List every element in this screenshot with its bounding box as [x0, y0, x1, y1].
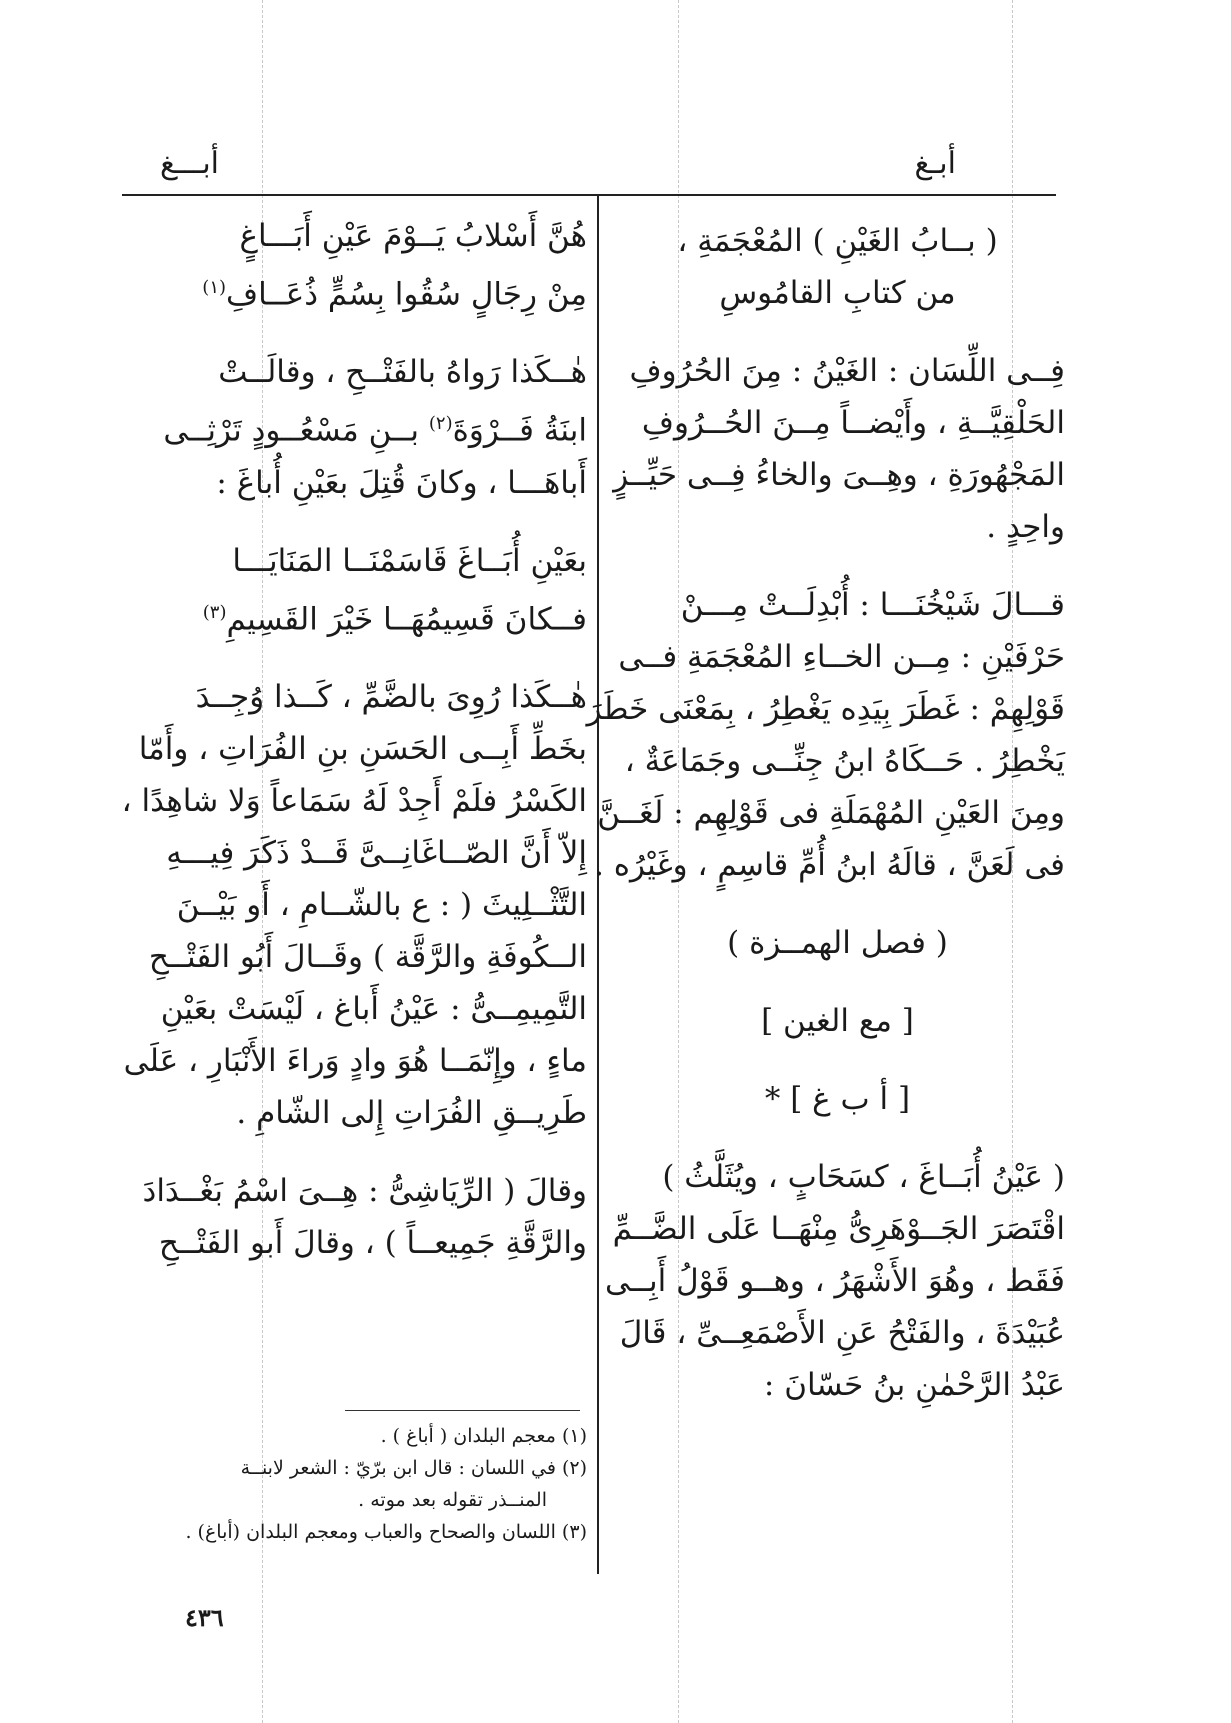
text-line — [610, 449, 1065, 501]
page-number: ٤٣٦ — [185, 1603, 224, 1632]
paragraph-gap — [122, 645, 587, 671]
paragraph-gap — [122, 320, 587, 346]
text-line — [610, 1151, 1065, 1203]
line-text: عَبْدُ الرَّحْمٰنِ بنُ حَسّانَ : — [763, 1367, 1065, 1403]
footnote-marker: (١) — [202, 277, 227, 298]
line-text: ( فصل الهمــزة ) — [727, 925, 948, 961]
text-line — [604, 1255, 1065, 1307]
line-text: التَّثْــلِيثَ ( : ع بالشّــامِ ، أَو بَيْــنَ — [176, 886, 587, 923]
text-line — [122, 535, 587, 587]
line-text: هُنَّ أَسْلابُ يَــوْمَ عَيْنِ أَبَـــاغٍ — [239, 218, 587, 254]
text-line — [122, 1035, 587, 1087]
text-line — [122, 723, 587, 775]
line-text: ابنَةُ فَــرْوَةَ — [452, 412, 587, 449]
text-line — [122, 587, 587, 645]
line-text: هٰــكَذا رُوِىَ بالضَّمِّ ، كَــذا وُجِــدَ — [195, 678, 587, 715]
running-header-right: أبـغ — [914, 146, 956, 181]
line-text: اقْتَصَرَ الجَــوْهَرِىُّ مِنْهَــا عَلَى الضَّــمِّ — [612, 1211, 1065, 1247]
paragraph-gap — [610, 891, 1065, 917]
paragraph-gap — [610, 969, 1065, 995]
line-text: قـــالَ شَيْخُنَـــا : أُبْدِلَــتْ مِـــنْ — [680, 587, 1065, 623]
paragraph-gap — [122, 509, 587, 535]
line-text: [ أ ب غ ] * — [764, 1081, 911, 1117]
paragraph-gap — [610, 1125, 1065, 1151]
text-line — [597, 787, 1065, 839]
line-text: [ مع الغين ] — [761, 1003, 914, 1039]
text-line — [610, 345, 1065, 397]
footnote-rule — [345, 1410, 580, 1411]
text-line — [122, 1087, 587, 1139]
text-line — [610, 397, 1065, 449]
text-line — [122, 983, 587, 1035]
line-text: مِنْ رِجَالٍ سُقُوا بِسُمٍّ ذُعَــافِ — [226, 276, 587, 313]
text-line — [122, 775, 587, 827]
line-text: ماءٍ ، وإِنّمَــا هُوَ وادٍ وَراءَ الأَنْبَارِ ، عَلَى — [123, 1042, 587, 1079]
line-text: من كتابِ القامُوسِ — [719, 275, 956, 311]
text-line — [610, 995, 1065, 1047]
line-text: عُبَيْدَةَ ، والفَتْحُ عَنِ الأَصْمَعِــىِّ ، قَالَ — [619, 1315, 1065, 1351]
running-header-left: أبـــغ — [160, 146, 220, 181]
right-column — [586, 215, 1065, 1411]
line-text: المَجْهُورَةِ ، وهِــىَ والخاءُ فِــى حَيِّــزٍ — [613, 457, 1065, 493]
line-text: أَباهَـــا ، وكانَ قُتِلَ بعَيْنِ أُباغَ : — [216, 464, 587, 501]
line-text: يَخْطِرُ . حَــكَاهُ ابنُ جِنِّــى وجَمَاعَةٌ ، — [624, 743, 1065, 779]
footnote-line: (١) معجم البلدان ( أباغ ) . — [380, 1425, 587, 1447]
paragraph-gap — [610, 1047, 1065, 1073]
footnote-line: (٣) اللسان والصحاح والعباب ومعجم البلدان (أباغ) . — [185, 1521, 587, 1543]
text-line — [122, 1217, 587, 1269]
left-column — [122, 210, 587, 1269]
paragraph-gap — [122, 1139, 587, 1165]
line-text: قَوْلِهِمْ : غَطَرَ بِيَدِه يَغْطِرُ ، بِمَعْنَى خَطَرَ — [586, 691, 1065, 727]
line-text: بعَيْنِ أُبَــاغَ قَاسَمْنَــا المَنَايَـــا — [232, 542, 587, 579]
text-line — [122, 398, 587, 456]
text-line — [122, 879, 587, 931]
text-line — [610, 215, 1065, 267]
line-text: الكَسْرُ فلَمْ أَجِدْ لَهُ سَمَاعاً وَلا شاهِدًا ، — [121, 782, 587, 819]
line-text: فِــى اللِّسَان : الغَيْنُ : مِنَ الحُرُوفِ — [629, 353, 1065, 389]
footnotes — [122, 1420, 587, 1548]
line-text-tail: بــنِ مَسْعُــودٍ تَرْثِــى — [163, 412, 429, 449]
text-line — [610, 1203, 1065, 1255]
text-line — [122, 346, 587, 398]
line-text: بخَطِّ أَبِــى الحَسَنِ بنِ الفُرَاتِ ، وأَمّا — [138, 730, 587, 767]
paragraph-gap — [610, 319, 1065, 345]
text-line — [122, 457, 587, 509]
footnote-line: المنــذر تقوله بعد موته . — [358, 1489, 547, 1511]
line-text: إِلاّ أَنَّ الصّــاغَانِــىَّ قَــدْ ذَكَرَ فِيـــهِ — [166, 834, 587, 871]
line-text: وقالَ ( الرِّيَاشِىُّ : هِــىَ اسْمُ بَغْــدَادَ — [142, 1172, 587, 1209]
text-line — [610, 735, 1065, 787]
line-text: ( بــابُ الغَيْنِ ) المُعْجَمَةِ ، — [677, 223, 998, 259]
line-text: فى لَعَنَّ ، قالَهُ ابنُ أُمِّ قاسِمٍ ، وغَيْرُه . — [594, 847, 1065, 883]
line-text: هٰــكَذا رَواهُ بالفَتْــحِ ، وقالَــتْ — [218, 354, 587, 391]
text-line — [610, 917, 1065, 969]
text-line — [586, 683, 1065, 735]
text-line — [122, 931, 587, 983]
header-rule — [122, 194, 1056, 196]
text-line — [610, 631, 1065, 683]
line-text: حَرْفَيْنِ : مِــن الخــاءِ المُعْجَمَةِ فــى — [618, 639, 1065, 675]
footnote-line: (٢) في اللسان : قال ابن برّيّ : الشعر لابنــة — [240, 1457, 587, 1479]
text-line — [610, 267, 1065, 319]
text-line — [610, 501, 1065, 553]
line-text: واحِدٍ . — [986, 509, 1065, 545]
text-line — [610, 1073, 1065, 1125]
line-text: فــكانَ قَسِيمُهَــا خَيْرَ القَسِيمِ — [226, 600, 587, 637]
text-line — [594, 839, 1065, 891]
footnote-marker: (٣) — [202, 601, 227, 623]
paragraph-gap — [610, 553, 1065, 579]
footnote-marker: (٢) — [428, 413, 453, 435]
text-line — [122, 1165, 587, 1217]
line-text: الحَلْقِيَّــةِ ، وأَيْضــاً مِــنَ الحُــرُوفِ — [641, 405, 1065, 441]
line-text: ( عَيْنُ أُبَــاغَ ، كسَحَابٍ ، ويُثَلَّثُ ) — [662, 1159, 1065, 1195]
line-text: الــكُوفَةِ والرَّقَّة ) وقَــالَ أَبُو الفَتْــحِ — [148, 938, 587, 975]
line-text: ومِنَ العَيْنِ المُهْمَلَةِ فى قَوْلِهِم : لَغَــنَّ — [597, 795, 1065, 831]
text-line — [610, 1359, 1065, 1411]
text-line — [610, 579, 1065, 631]
text-line — [610, 1307, 1065, 1359]
text-line — [122, 262, 587, 320]
text-line — [122, 210, 587, 262]
line-text: فَقَط ، وهُوَ الأَشْهَرُ ، وهــو قَوْلُ أَبِــى — [604, 1263, 1065, 1299]
text-line — [122, 671, 587, 723]
line-text: التَّمِيمِــىُّ : عَيْنُ أَباغ ، لَيْسَتْ بعَيْنِ — [160, 990, 587, 1027]
line-text: والرَّقَّةِ جَمِيعــاً ) ، وقالَ أَبو الفَتْــحِ — [158, 1224, 587, 1261]
text-line — [122, 827, 587, 879]
line-text: طَرِيــقِ الفُرَاتِ إِلى الشّامِ . — [236, 1094, 587, 1131]
